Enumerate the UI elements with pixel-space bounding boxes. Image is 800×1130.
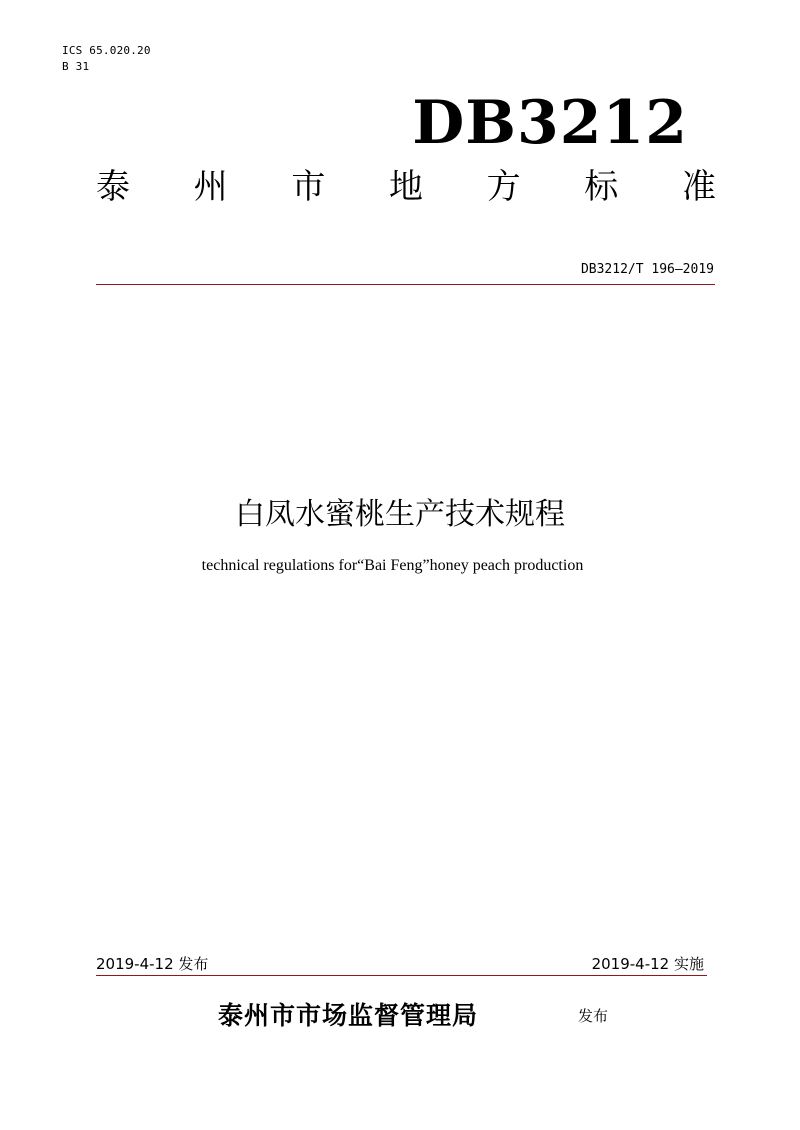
publish-date: 2019-4-12 发布 xyxy=(96,955,209,973)
ccs-code: B 31 xyxy=(62,60,90,73)
standard-type-char: 方 xyxy=(486,167,521,207)
standard-number: DB3212/T 196—2019 xyxy=(580,262,714,277)
standard-type-char: 准 xyxy=(681,167,716,207)
standard-logo-code: DB3212 xyxy=(412,88,688,158)
standard-type-char: 市 xyxy=(291,167,326,207)
standard-type-char: 地 xyxy=(388,167,423,207)
publisher-suffix: 发布 xyxy=(578,1007,609,1025)
standard-type-heading xyxy=(96,165,716,209)
ics-code: ICS 65.020.20 xyxy=(62,44,151,57)
header-divider xyxy=(96,284,715,285)
standard-type-char: 标 xyxy=(584,167,619,207)
classification-codes xyxy=(62,43,151,75)
publisher-name: 泰州市市场监督管理局 xyxy=(218,1001,479,1030)
implement-date: 2019-4-12 实施 xyxy=(591,955,704,973)
document-title-cn: 白凤水蜜桃生产技术规程 xyxy=(235,497,565,532)
document-title-en: technical regulations for“Bai Feng”honey peach production xyxy=(201,557,584,574)
standard-type-char: 州 xyxy=(193,167,228,207)
footer-divider xyxy=(96,975,707,976)
standard-type-char: 泰 xyxy=(96,167,130,207)
